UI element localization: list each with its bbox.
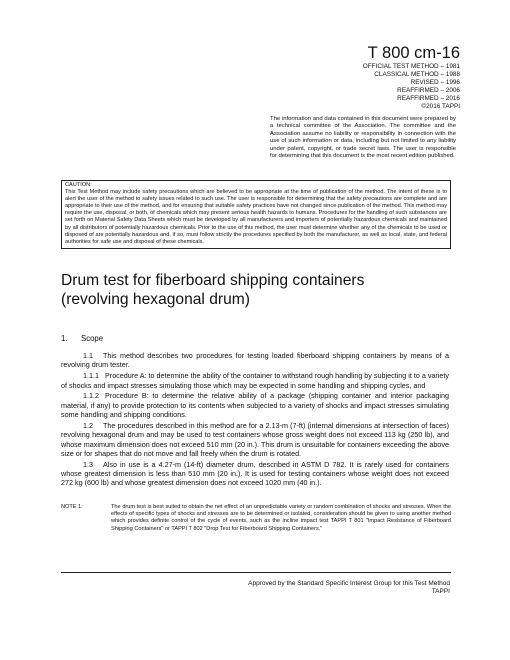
- standard-header: [363, 44, 460, 112]
- history-line: REAFFIRMED – 2016: [397, 95, 460, 103]
- paragraph: [61, 421, 449, 459]
- paragraph-id: 1.2: [83, 420, 93, 430]
- caution-box: [61, 180, 451, 249]
- note-label: NOTE 1:: [61, 504, 83, 510]
- paragraph-text: The procedures described in this method are for a 2.13-m (7-ft) (internal dimensions at intersection of faces) revolving hexagonal drum and may be used to test containers whose gross weight does not exceed 113 kg (250 lb), and whose maximum dimension does not exceed 510 mm (20 in.). This drum is unsuitable for containers exceeding the above size or for shapes that do not move and fall freely when the drum is rotated.: [61, 420, 449, 458]
- history-line: CLASSICAL METHOD – 1988: [374, 71, 460, 79]
- title-line: Drum test for fiberboard shipping containers: [61, 272, 365, 289]
- organization-line: TAPPI: [431, 588, 450, 596]
- history-line: REAFFIRMED – 2006: [397, 87, 460, 95]
- paragraph-id: 1.1: [83, 351, 93, 360]
- approval-line: Approved by the Standard Specific Interest Group for this Test Method: [248, 580, 450, 587]
- paragraph-text: This method describes two procedures for testing loaded fiberboard shipping containers by means of a revolving drum tester.: [61, 351, 449, 370]
- paragraph: [61, 391, 449, 419]
- section-number: 1.: [61, 334, 68, 343]
- page-footer: [248, 580, 450, 597]
- caution-heading: CAUTION:: [65, 182, 92, 188]
- paragraph: [61, 371, 449, 390]
- scope-body: [61, 351, 449, 489]
- copyright-line: ©2016 TAPPI: [421, 103, 460, 111]
- standard-number: T 800 cm-16: [367, 44, 460, 62]
- paragraph-id: 1.3: [83, 459, 93, 469]
- document-title: [61, 272, 461, 309]
- caution-text: This Test Method may include safety precautions which are believed to be appropriate at the time of publication of the method. The intent of these is to alert the user of the method to safety issues related to such use. The user is responsible for determining that the safety precautions are complete and are appropriate to their use of the method, and for ensuring that suitable safety practices have not changed since publication of the method. This method may require the use, disposal, or both, of chemicals which may present serious health hazards to humans. Procedures for the handling of such substances are set forth on Material Safety Data Sheets which must be developed by all manufacturers and importers of potentially hazardous chemicals and maintained by all distributors of potentially hazardous chemicals. Prior to the use of this method, the user must determine whether any of the chemicals to be used or disposed of are potentially hazardous and, if so, must follow strictly the procedures specified by both the manufacturer, as well as local, state, and federal authorities for safe use and disposal of these chemicals.: [65, 189, 447, 245]
- paragraph: [61, 460, 449, 488]
- footer-divider: [61, 572, 451, 573]
- paragraph-text: Also in use is a 4.27-m (14-ft) diameter drum, described in ASTM D 782. It is rarely used for containers whose greatest dimension is less than 510 mm (20 in.). It is used for testing containers whose weight does not exceed 272 kg (600 lb) and whose greatest dimension does not exceed 1020 mm (40 in.).: [61, 459, 449, 488]
- section-title: Scope: [81, 334, 104, 343]
- paragraph-text: Procedure B: to determine the relative ability of a package (shipping container and interior packaging material, if any) to provide protection to its contents when subjected to a variety of shocks and impact stresses simulating some handling and shipping conditions.: [61, 391, 449, 420]
- note-text: The drum test is best suited to obtain the net effect of an unpredictable variety or random combination of shocks and stresses. When the effects of specific types of shocks and stresses are to be determined or isolated, consideration should be given to using another method which provides definite control of the cycle of events, such as the incline impact test TAPPI T 801 "Impact Resistance of Fiberboard Shipping Containers" or TAPPI T 802 "Drop Test for Fiberboard Shipping Containers.": [111, 504, 451, 532]
- paragraph: [61, 351, 449, 370]
- paragraph-text: Procedure A: to determine the ability of the container to withstand rough handling by subjecting it to a variety of shocks and impact stresses simulating those which may be expected in some handling and shipping cycles, and: [61, 371, 450, 390]
- liability-disclaimer: The information and data contained in this document were prepared by a technical committee of the Association. The committee and the Association assume no liability or responsibility in connection with the use of such information or data, including but not limited to any liability under patent, copyright, or trade secret laws. The user is responsible for determining that this document is the most recent edition published.: [270, 116, 456, 160]
- section-heading: [61, 334, 103, 343]
- title-line: (revolving hexagonal drum): [61, 290, 250, 308]
- history-line: REVISED – 1996: [410, 79, 460, 87]
- paragraph-id: 1.1.1: [83, 371, 99, 381]
- history-line: OFFICIAL TEST METHOD – 1981: [362, 63, 460, 70]
- paragraph-id: 1.1.2: [83, 391, 99, 401]
- note-block: [61, 504, 451, 533]
